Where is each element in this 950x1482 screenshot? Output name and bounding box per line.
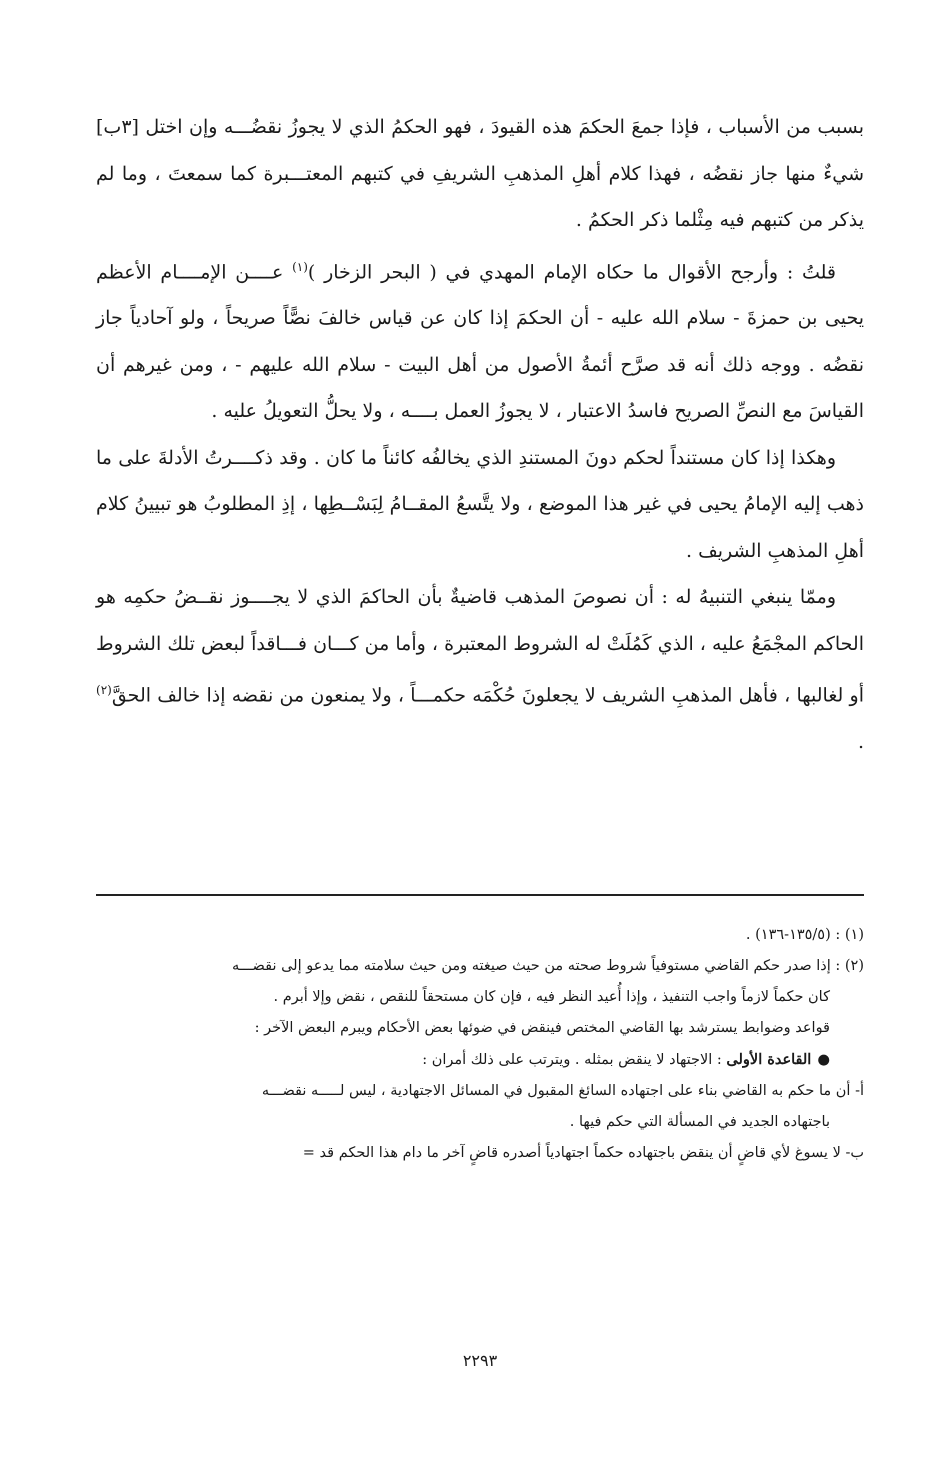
footnote-2-line-1: (٢) : إذا صدر حكم القاضي مستوفياً شروط صحته من حيث صيغته ومن حيث سلامته مما يدعو إلى نقضـــه	[232, 958, 864, 974]
footnote-2-line-2: كان حكماً لازماً واجب التنفيذ ، وإذا أُعيد النظر فيه ، فإن كان مستحقاً للنقص ، نقض وإلا أبرم .	[273, 989, 830, 1005]
item-alif-line-2: باجتهاده الجديد في المسألة التي حكم فيها .	[569, 1114, 830, 1130]
footnote-2-line-3: قواعد وضوابط يسترشد بها القاضي المختص فينقض في ضوئها بعض الأحكام ويبرم البعض الآخر :	[254, 1020, 830, 1036]
footnote-separator	[96, 894, 864, 896]
document-page	[96, 104, 864, 1482]
item-ba-line-1: ب- لا يسوغ لأي قاضٍ أن ينقض باجتهاده حكماً اجتهادياً أصدره قاضٍ آخر ما دام هذا الحكم قد =	[302, 1145, 864, 1161]
paragraph-2-text-a: قلتُ : وأرجح الأقوال ما حكاه الإمام المهدي في ( البحر الزخار )	[307, 260, 836, 283]
paragraph-1: بسبب من الأسباب ، فإذا جمعَ الحكمَ هذه القيودَ ، فهو الحكمُ الذي لا يجوزُ نقضُـــه وإن اختل [٣ب] شيءٌ منها جاز نقضُه ، فهذا كلام أهلِ المذهبِ الشريفِ في كتبهم المعتـــبرة كما سمعتَ ، وما لم يذكر من كتبهم فيه مِثْلما ذكر الحكمُ .	[96, 116, 864, 231]
paragraph-4	[96, 574, 864, 765]
footnote-ref-2: (٢)	[96, 683, 112, 698]
rule-1	[96, 1044, 864, 1076]
paragraph-2-text-b: عــــن الإمــــام الأعظم يحيى بن حمزةَ - سلام الله عليه - أن الحكمَ إذا كان عن قياس خالفَ نصًّاً صريحاً ، ولو آحادياً جاز نقضُه . ووجه ذلك أنه قد صرَّح أئمةُ الأصول من أهل البيت - سلام الله عليهم - ، ومن غيرهم أن القياسَ مع النصِّ الصريح فاسدُ الاعتبار ، لا يجوزُ العمل بــــه ، ولا يحلُّ التعويلُ عليه .	[96, 260, 864, 423]
paragraph-4-text-b: .	[857, 731, 864, 754]
page-number: ٢٢٩٣	[462, 1351, 498, 1370]
bullet-icon: ●	[817, 1051, 830, 1068]
paragraph-4-text-a: وممّا ينبغي التنبيهُ له : أن نصوصَ المذهب قاضيةٌ بأن الحاكمَ الذي لا يجــــوز نقــضُ حكمِه هو الحاكم المجْمَعُ عليه ، الذي كَمُلَتْ له الشروط المعتبرة ، وأما من كـــان فـــاقداً لبعض تلك الشروط أو لغالبها ، فأهل المذهبِ الشريف لا يجعلونَ حُكْمَه حكمـــاً ، ولا يمنعون من نقضه إذا خالف الحقَّ	[96, 586, 864, 707]
footnote-ref-1: (١)	[292, 259, 308, 274]
paragraph-2	[96, 244, 864, 435]
footnotes	[96, 920, 864, 1169]
footnote-1: (١) : (١٣٥/٥-١٣٦) .	[745, 927, 864, 943]
rule-1-title: القاعدة الأولى	[726, 1051, 812, 1068]
paragraph-3: وهكذا إذا كان مستنداً لحكم دونَ المستندِ الذي يخالفُه كائناً ما كان . وقد ذكــــرتُ الأدلةَ على ما ذهب إليه الإمامُ يحيى في غير هذا الموضع ، ولا يتَّسعُ المقــامُ لِبَسْــطِها ، إذِ المطلوبُ هو تبيينُ كلام أهلِ المذهبِ الشريف .	[96, 446, 864, 562]
rule-1-text: : الاجتهاد لا ينقض بمثله . ويترتب على ذلك أمران :	[422, 1052, 727, 1068]
item-alif-line-1: أ- أن ما حكم به القاضي بناء على اجتهاده السائغ المقبول في المسائل الاجتهادية ، ليس لـــــه نقضـــه	[261, 1083, 864, 1099]
